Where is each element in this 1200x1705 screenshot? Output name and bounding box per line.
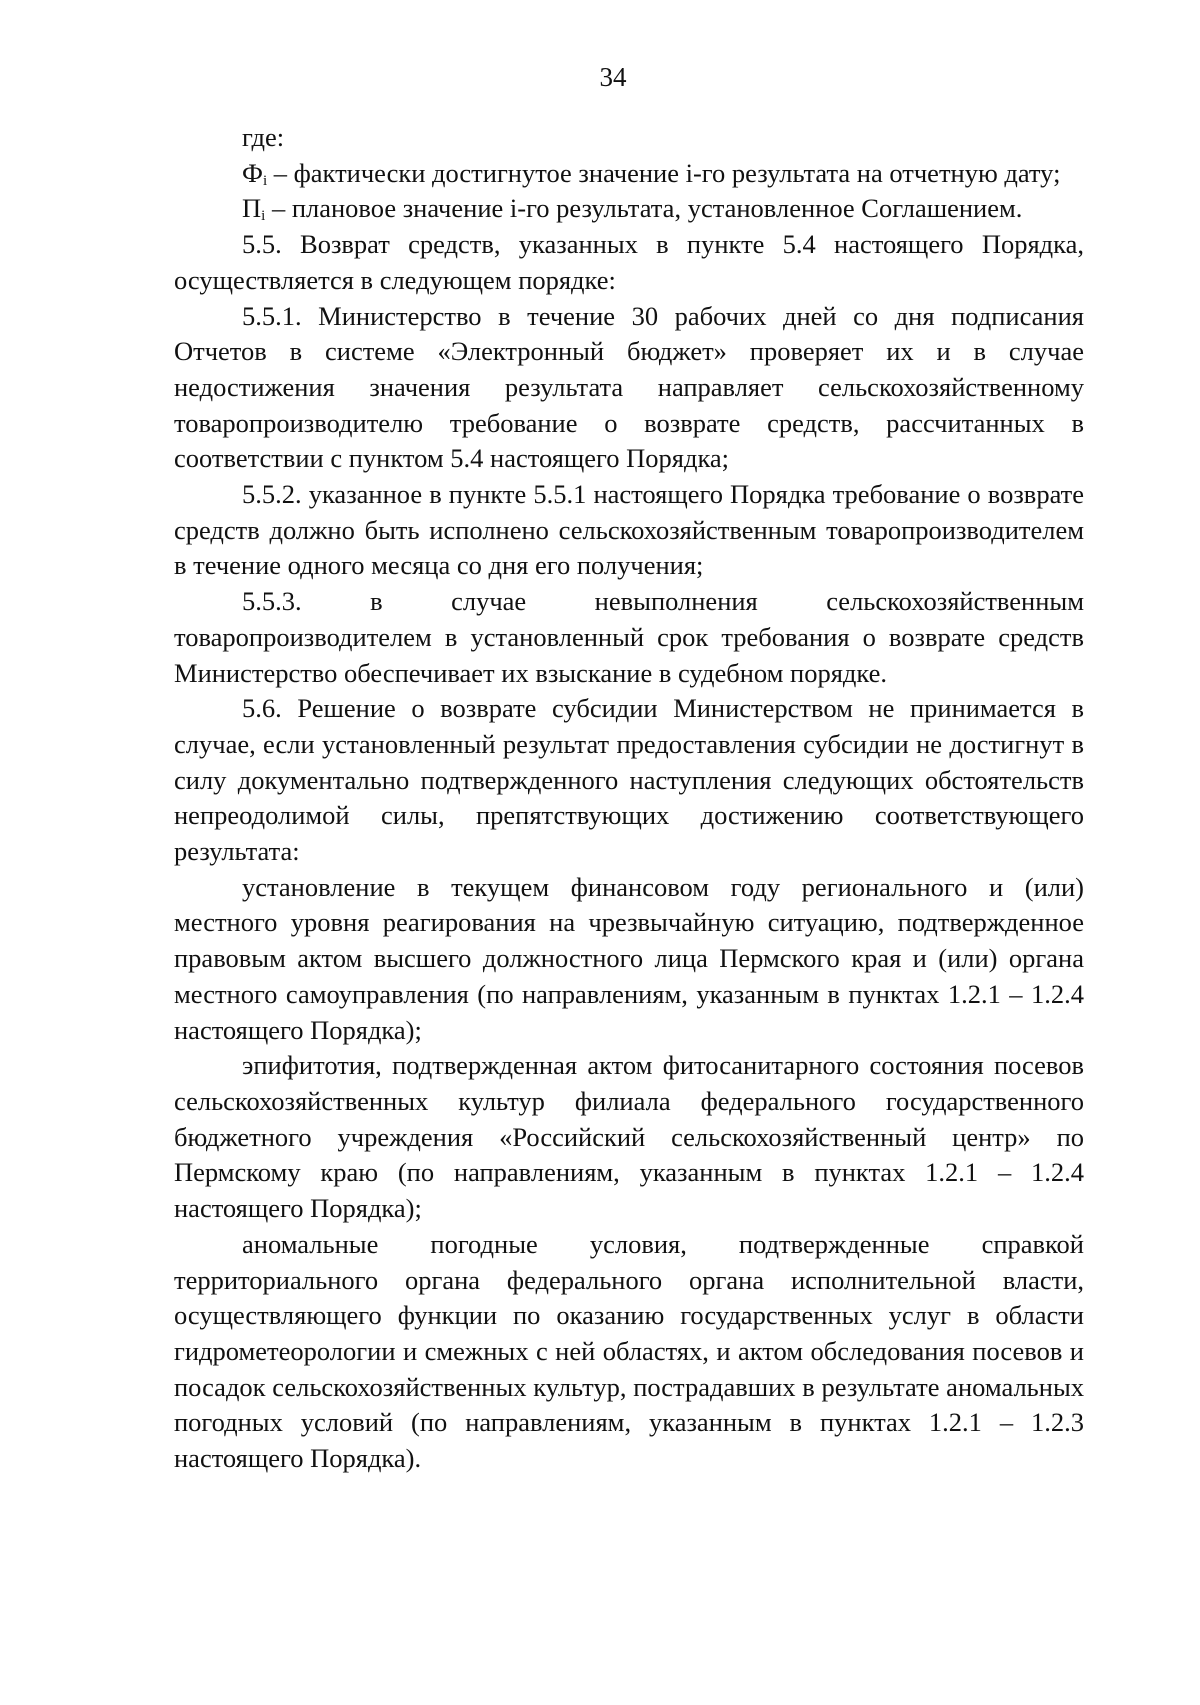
symbol-fi: Ф [242,157,263,188]
paragraph-epiphytotic: эпифитотия, подтвержденная актом фитосанитарного состояния посевов сельскохозяйственных культур филиала федерального государственного бюджетного учреждения «Российский сельскохозяйственный центр» по Пермскому краю (по направлениям, указанным в пунктах 1.2.1 – 1.2.4 настоящего Порядка); [174,1050,1084,1224]
pi-definition-text: – плановое значение i-го результата, установленное Соглашением. [265,193,1023,224]
symbol-pi: П [242,193,262,224]
paragraph-weather: аномальные погодные условия, подтвержденные справкой территориального органа федерального органа исполнительной власти, осуществляющего функции по оказанию государственных услуг в области гидрометеорологии и смежных с ней областях, и актом обследования посевов и посадок сельскохозяйственных культур, пострадавших в результате аномальных погодных условий (по направлениям, указанным в пунктах 1.2.1 – 1.2.3 настоящего Порядка). [174,1228,1084,1474]
paragraph-where: где: [242,122,285,152]
symbol-fi-index: i [262,172,268,189]
paragraph-5-5: 5.5. Возврат средств, указанных в пункте 5.4 настоящего Порядка, осуществляется в следующем порядке: [174,229,1084,295]
symbol-pi-index: i [261,208,266,225]
paragraph-5-5-1: 5.5.1. Министерство в течение 30 рабочих дней со дня подписания Отчетов в системе «Электронный бюджет» проверяет их и в случае недостижения значения результата направляет сельскохозяйственному товаропроизводителю требование о возврате средств, рассчитанных в соответствии с пунктом 5.4 настоящего Порядка; [174,300,1084,474]
paragraph-5-6: 5.6. Решение о возврате субсидии Министерством не принимается в случае, если установленный результат предоставления субсидии не достигнут в силу документально подтвержденного наступления следующих обстоятельств непреодолимой силы, препятствующих достижению соответствующего результата: [174,693,1084,867]
document-body [174,120,1084,1477]
paragraph-emergency: установление в текущем финансовом году регионального и (или) местного уровня реагирования на чрезвычайную ситуацию, подтвержденное правовым актом высшего должностного лица Пермского края и (или) органа местного самоуправления (по направлениям, указанным в пунктах 1.2.1 – 1.2.4 настоящего Порядка); [174,871,1084,1045]
paragraph-pi-definition [174,191,1084,227]
page-number: 34 [599,62,627,92]
paragraph-5-5-3: 5.5.3. в случае невыполнения сельскохозяйственным товаропроизводителем в установленный срок требования о возврате средств Министерство обеспечивает их взыскание в судебном порядке. [174,586,1084,688]
paragraph-fi-definition [174,156,1084,192]
fi-definition-text: – фактически достигнутое значение i-го результата на отчетную дату; [267,157,1061,188]
paragraph-5-5-2: 5.5.2. указанное в пункте 5.5.1 настоящего Порядка требование о возврате средств должно быть исполнено сельскохозяйственным товаропроизводителем в течение одного месяца со дня его получения; [174,479,1084,581]
